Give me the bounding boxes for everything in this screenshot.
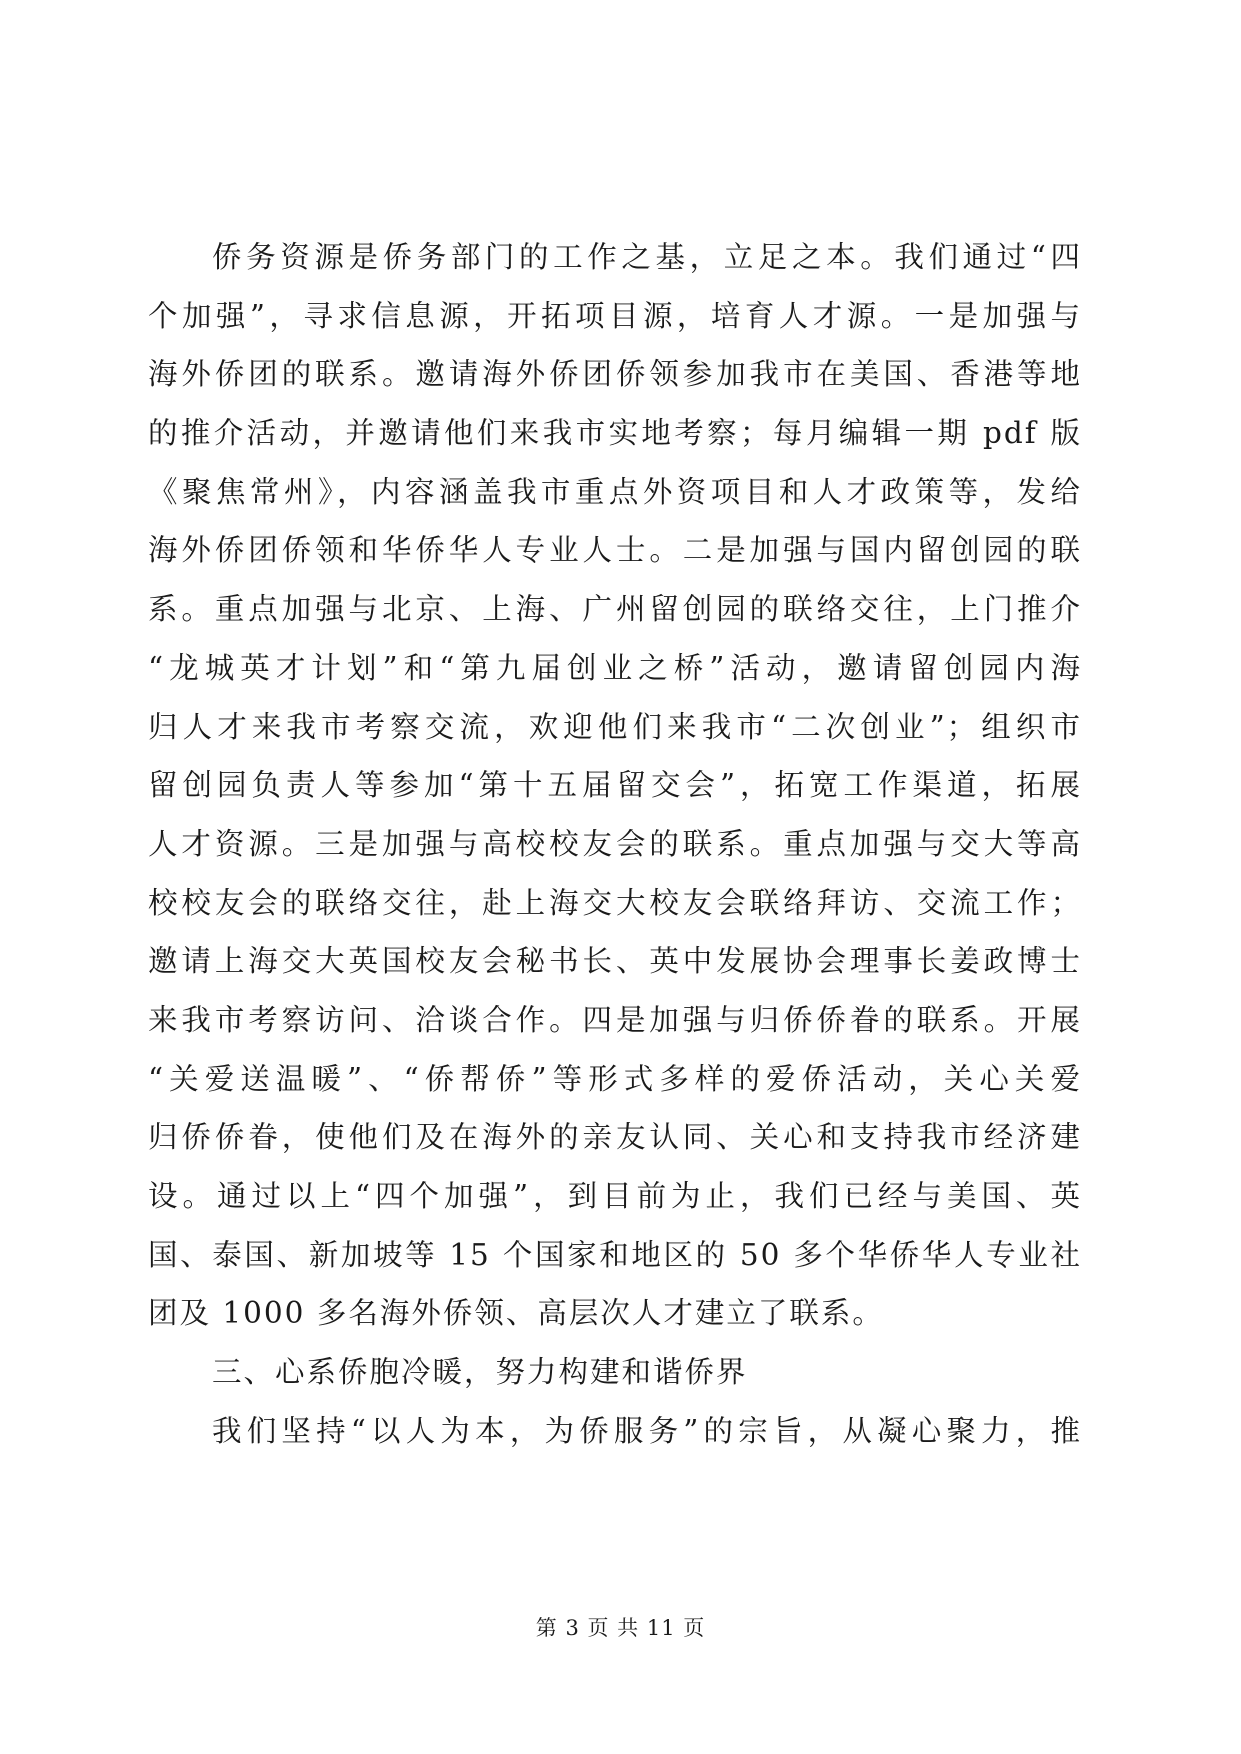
paragraph-line: 团及 1000 多名海外侨领、高层次人才建立了联系。 xyxy=(148,1296,884,1331)
paragraph-line: 侨务资源是侨务部门的工作之基，立足之本。我们通过“四 xyxy=(212,240,1082,274)
paragraph-line: 海外侨团侨领和华侨华人专业人士。二是加强与国内留创园的联 xyxy=(148,533,1082,568)
paragraph-line: 海外侨团的联系。邀请海外侨团侨领参加我市在美国、香港等地 xyxy=(148,357,1082,392)
paragraph-line: 人才资源。三是加强与高校校友会的联系。重点加强与交大等高 xyxy=(148,826,1082,861)
document-body xyxy=(148,228,1082,1460)
paragraph-line: “龙城英才计划”和“第九届创业之桥”活动，邀请留创园内海 xyxy=(148,650,1082,685)
paragraph-line: 归人才来我市考察交流，欢迎他们来我市“二次创业”；组织市 xyxy=(148,709,1082,744)
paragraph-line: 邀请上海交大英国校友会秘书长、英中发展协会理事长姜政博士 xyxy=(148,944,1082,979)
paragraph-line: 设。通过以上“四个加强”，到目前为止，我们已经与美国、英 xyxy=(148,1179,1082,1213)
page-number-footer: 第 3 页 共 11 页 xyxy=(535,1616,706,1640)
paragraph-line: 国、泰国、新加坡等 15 个国家和地区的 50 多个华侨华人专业社 xyxy=(148,1237,1082,1272)
paragraph-line: 系。重点加强与北京、上海、广州留创园的联络交往，上门推介 xyxy=(148,592,1082,627)
paragraph-line: 我们坚持“以人为本，为侨服务”的宗旨，从凝心聚力，推 xyxy=(212,1413,1082,1448)
section-heading: 三、心系侨胞冷暖，努力构建和谐侨界 xyxy=(212,1355,748,1390)
paragraph-line: 校校友会的联络交往，赴上海交大校友会联络拜访、交流工作； xyxy=(148,885,1082,920)
paragraph-line: 的推介活动，并邀请他们来我市实地考察；每月编辑一期 pdf 版 xyxy=(148,416,1082,451)
paragraph-line: 个加强”，寻求信息源，开拓项目源，培育人才源。一是加强与 xyxy=(148,298,1082,333)
paragraph-line: 来我市考察访问、洽谈合作。四是加强与归侨侨眷的联系。开展 xyxy=(148,1002,1082,1037)
paragraph-line: “关爱送温暖”、“侨帮侨”等形式多样的爱侨活动，关心关爱 xyxy=(148,1061,1082,1096)
paragraph-line: 《聚焦常州》，内容涵盖我市重点外资项目和人才政策等，发给 xyxy=(148,474,1082,509)
paragraph-line: 归侨侨眷，使他们及在海外的亲友认同、关心和支持我市经济建 xyxy=(148,1120,1082,1155)
paragraph-line: 留创园负责人等参加“第十五届留交会”，拓宽工作渠道，拓展 xyxy=(148,768,1082,803)
